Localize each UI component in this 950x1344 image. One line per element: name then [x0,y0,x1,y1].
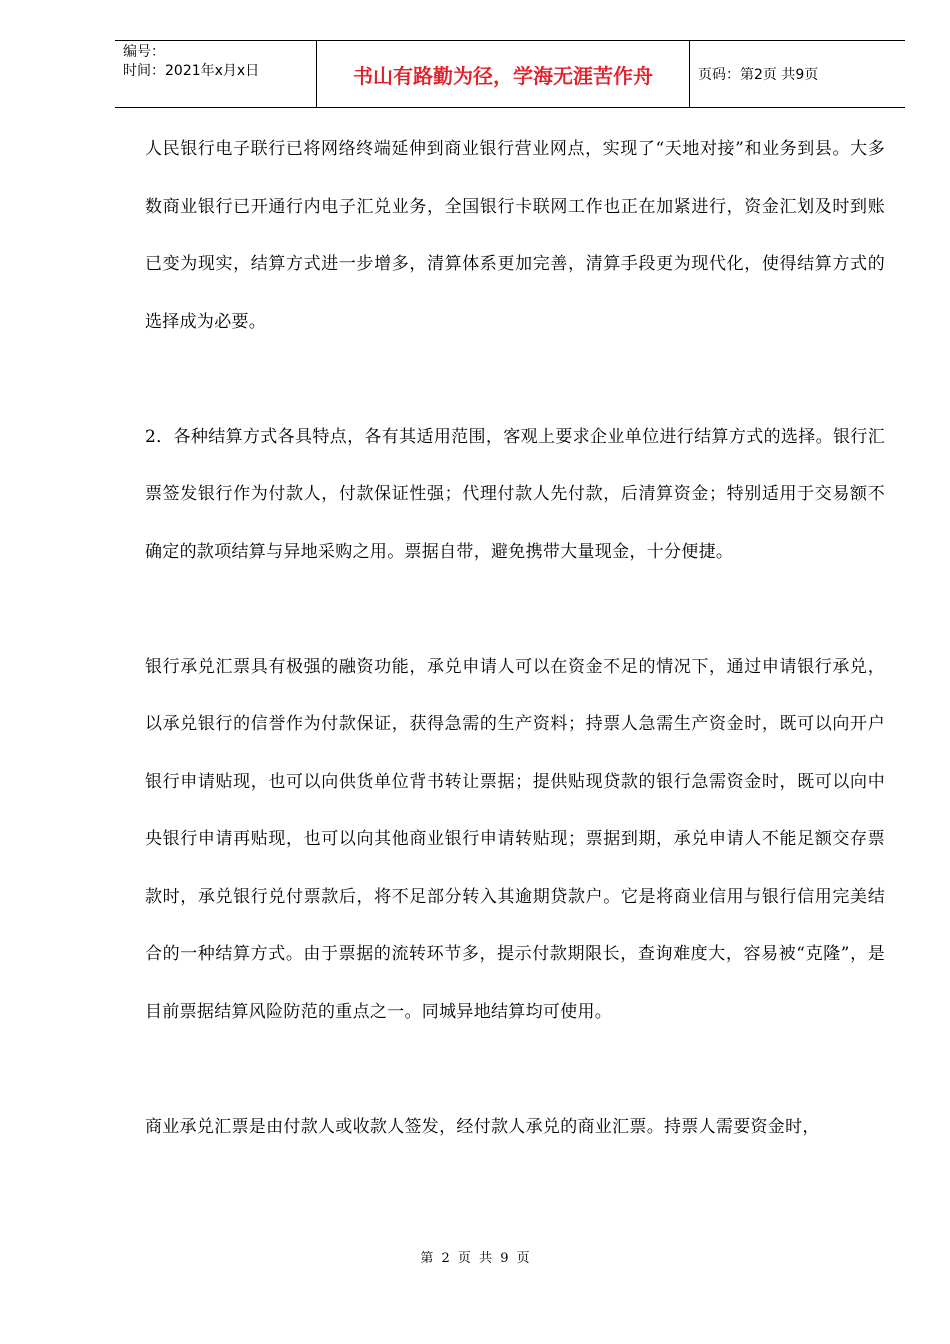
header-page-cell [690,41,905,107]
paragraph: 人民银行电子联行已将网络终端延伸到商业银行营业网点，实现了“天地对接”和业务到县。大多数商业银行已开通行内电子汇兑业务，全国银行卡联网工作也正在加紧进行，资金汇划及时到账已变为现实，结算方式进一步增多，清算体系更加完善，清算手段更为现代化，使得结算方式的选择成为必要。 [145,139,885,332]
page-header [115,40,905,108]
document-body [145,121,885,1156]
paragraph: 银行承兑汇票具有极强的融资功能，承兑申请人可以在资金不足的情况下，通过申请银行承兑，以承兑银行的信誉作为付款保证，获得急需的生产资料；持票人急需生产资金时，既可以向开户银行申请贴现，也可以向供货单位背书转让票据；提供贴现贷款的银行急需资金时，既可以向中央银行申请再贴现，也可以向其他商业银行申请转贴现；票据到期，承兑申请人不能足额交存票款时，承兑银行兑付票款后，将不足部分转入其逾期贷款户。它是将商业信用与银行信用完美结合的一种结算方式。由于票据的流转环节多，提示付款期限长，查询难度大，容易被“克隆”，是目前票据结算风险防范的重点之一。同城异地结算均可使用。 [145,656,885,1022]
page-footer [0,1247,950,1266]
header-motto: 书山有路勤为径，学海无涯苦作舟 [353,63,653,88]
footer-page-number: 第 2 页 共 9 页 [420,1251,530,1266]
paragraph: 商业承兑汇票是由付款人或收款人签发，经付款人承兑的商业汇票。持票人需要资金时， [145,1116,820,1137]
header-motto-cell [317,41,690,107]
header-page-info: 页码：第2页 共9页 [698,67,819,83]
date-label: 时间：2021年x月x日 [123,63,260,79]
serial-number-label: 编号： [123,44,165,60]
paragraph: 2．各种结算方式各具特点，各有其适用范围，客观上要求企业单位进行结算方式的选择。银行汇票签发银行作为付款人，付款保证性强；代理付款人先付款，后清算资金；特别适用于交易额不确定的款项结算与异地采购之用。票据自带，避免携带大量现金，十分便捷。 [145,426,885,562]
header-meta-cell [115,41,317,107]
